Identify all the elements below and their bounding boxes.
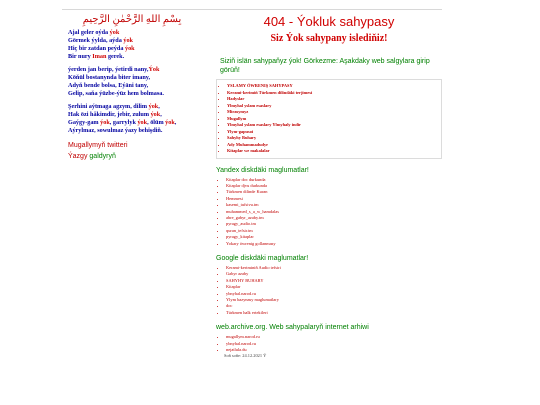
poem-line bbox=[68, 82, 196, 90]
link-item[interactable]: • Yokary öwrenig gollanmasy bbox=[226, 241, 442, 247]
link-item[interactable]: • Hadyslar bbox=[227, 96, 437, 103]
highlight-word: ýok bbox=[100, 119, 110, 126]
poem-line bbox=[68, 90, 196, 98]
poem-text: , bbox=[174, 119, 177, 126]
poem-text: ýerden jan berip, ýetirdi nany, bbox=[68, 66, 149, 73]
poem-text: Görmek ýylda, aýda bbox=[68, 37, 124, 44]
link-item[interactable]: • Gabyr azaby bbox=[226, 271, 442, 277]
poem-line bbox=[68, 103, 196, 111]
poem-text: Hak özi hâkimdir, jebir, zulum bbox=[68, 111, 151, 118]
basmala: بِسْمِ اللهِ الرَّحْمٰنِ الرَّحِيمِ bbox=[82, 14, 182, 25]
link-item[interactable]: • Sahyhy Buhary bbox=[227, 135, 437, 142]
poem-text: Gelip, saňa ýüzbe-ýüz hem bolmasa. bbox=[68, 90, 164, 97]
link-item[interactable]: • Ylmyhal yslam esaslary bbox=[227, 103, 437, 110]
highlight-word: ýok bbox=[148, 103, 159, 110]
link-item[interactable]: • YSLAMY ÖWRENIŞ SAHYPASY bbox=[227, 83, 437, 90]
poem-line bbox=[68, 111, 196, 119]
link-item[interactable]: • doc bbox=[226, 303, 442, 309]
yandex-links-list bbox=[222, 177, 442, 247]
page-title: 404 - Ýokluk sahypasy bbox=[263, 14, 395, 29]
poem-line bbox=[68, 66, 196, 74]
poem-text: Şerhini aýtmaga agzym, dilim bbox=[68, 103, 149, 110]
link-item[interactable]: • Türkmen halk ertekileri bbox=[226, 310, 442, 316]
highlight-word: ýok bbox=[150, 111, 161, 118]
poem-block-2 bbox=[68, 66, 196, 98]
poem-line bbox=[68, 74, 196, 82]
link-item[interactable]: • Mugallym bbox=[227, 116, 437, 123]
site-links-box bbox=[216, 79, 442, 159]
poem-text: Hiç bir zatdan peýda bbox=[68, 45, 125, 52]
poem-line bbox=[68, 53, 196, 61]
highlight-word: ýok bbox=[109, 29, 120, 36]
highlight-word: ýok bbox=[124, 45, 135, 52]
link-item[interactable]: • pyragy_audio.tm bbox=[226, 221, 442, 227]
poem-text: Bir nury bbox=[68, 53, 93, 60]
link-item[interactable]: • Hemmesi bbox=[226, 196, 442, 202]
link-item[interactable]: • Ylym-gapusoi bbox=[227, 129, 437, 136]
poem-text: Aýrylmaz, sowulmaz ýazy behişdiň. bbox=[68, 127, 163, 134]
link-item[interactable]: • Ylym bazynasy maglumatlary bbox=[226, 297, 442, 303]
poem-text: , garrylyk bbox=[109, 119, 138, 126]
link-item[interactable]: • quran_tefsir.tm bbox=[226, 228, 442, 234]
poem-text: , bbox=[160, 111, 162, 118]
link-item[interactable]: • nejatlula.du bbox=[226, 347, 442, 353]
link-item[interactable]: • Ady Muhammadudyr bbox=[227, 142, 437, 149]
twitter-link[interactable]: Mugallymyň twitteri bbox=[68, 142, 128, 149]
poem-line bbox=[68, 45, 196, 53]
poem-line bbox=[68, 29, 196, 37]
highlight-word: ýok bbox=[123, 37, 133, 44]
link-item[interactable]: • pyragy_kitaplar bbox=[226, 234, 442, 240]
top-divider bbox=[62, 9, 442, 10]
site-links-list bbox=[221, 83, 437, 155]
link-item[interactable]: • Mirasymyz bbox=[227, 109, 437, 116]
poem-text: Gaýgy-gam bbox=[68, 119, 101, 126]
poem-text: , bbox=[158, 103, 160, 110]
link-item[interactable]: • Türkmen dilinde Kuran bbox=[226, 189, 442, 195]
poem-line bbox=[68, 127, 196, 135]
link-item[interactable]: • Kitaplar we makalalar bbox=[227, 148, 437, 155]
highlight-word: ýok bbox=[137, 119, 148, 126]
highlight-word: ýok bbox=[165, 119, 175, 126]
intro-text: Siziň islän sahypaňyz ýok! Görkezme: Aşakdaky web salgylara girip görüň! bbox=[220, 58, 430, 74]
poem-text: , ölüm bbox=[147, 119, 166, 126]
poem-text: Ajal geler oýda bbox=[68, 29, 110, 36]
sidebar bbox=[68, 14, 196, 162]
link-item[interactable]: • abre_gabyr_azaby.tm bbox=[226, 215, 442, 221]
link-item[interactable]: • Kitaplar bbox=[226, 284, 442, 290]
main-content bbox=[216, 14, 442, 359]
highlight-word: Iman bbox=[92, 53, 107, 60]
poem-line bbox=[68, 119, 196, 127]
poem-text: gerek. bbox=[106, 53, 125, 60]
poem-line bbox=[68, 37, 196, 45]
yandex-section-title: Yandex diskdäki maglumatlar! bbox=[216, 166, 309, 174]
google-links-list bbox=[222, 265, 442, 316]
link-item[interactable]: • Kitaplar djvu durkunda bbox=[226, 183, 442, 189]
feedback-link[interactable] bbox=[68, 151, 196, 162]
google-section-title: Google diskdäki maglumatlar! bbox=[216, 254, 309, 262]
link-item[interactable]: • kasemi_tufsivu.tm bbox=[226, 202, 442, 208]
poem-block-1 bbox=[68, 29, 196, 61]
archive-section-title: web.archive.org. Web sahypalaryň internet arhiwi bbox=[216, 324, 369, 332]
archive-links-list bbox=[222, 334, 442, 353]
link-item[interactable]: • Ylmyhal yslam esaslary Ylmyhaly indir bbox=[227, 122, 437, 129]
poem-text: Adyň bende bolsa, Eýäni tany, bbox=[68, 82, 149, 89]
link-item[interactable]: • Kerami-keriminiň Audio tefsiri bbox=[226, 265, 442, 271]
link-item[interactable]: • Kerami-kerimiň Türkmen dilindäki terjimesi bbox=[227, 90, 437, 97]
footer-note: Soň soňe: 24.12.2021 Ý bbox=[224, 353, 267, 359]
page-subtitle: Siz Ýok sahypany islediňiz! bbox=[270, 33, 388, 44]
link-item[interactable]: • ybnyhal.narod.ru bbox=[226, 291, 442, 297]
link-item[interactable]: • Kitaplar doc durkunda bbox=[226, 177, 442, 183]
feedback-link-suffix: galdyryň bbox=[87, 153, 116, 160]
poem-text: Köňül bostanynda biter imany, bbox=[68, 74, 151, 81]
link-item[interactable]: • muhammed_s_a_w_hamdalas bbox=[226, 209, 442, 215]
highlight-word: Ýok bbox=[148, 66, 160, 73]
link-item[interactable]: • mugallym.narod.ru bbox=[226, 334, 442, 340]
link-item[interactable]: • ybnyhal.narod.ru bbox=[226, 341, 442, 347]
link-item[interactable]: • SAHYHY BUHARY bbox=[226, 278, 442, 284]
poem-block-3 bbox=[68, 103, 196, 135]
feedback-link-prefix: Ýazgy bbox=[68, 153, 88, 160]
